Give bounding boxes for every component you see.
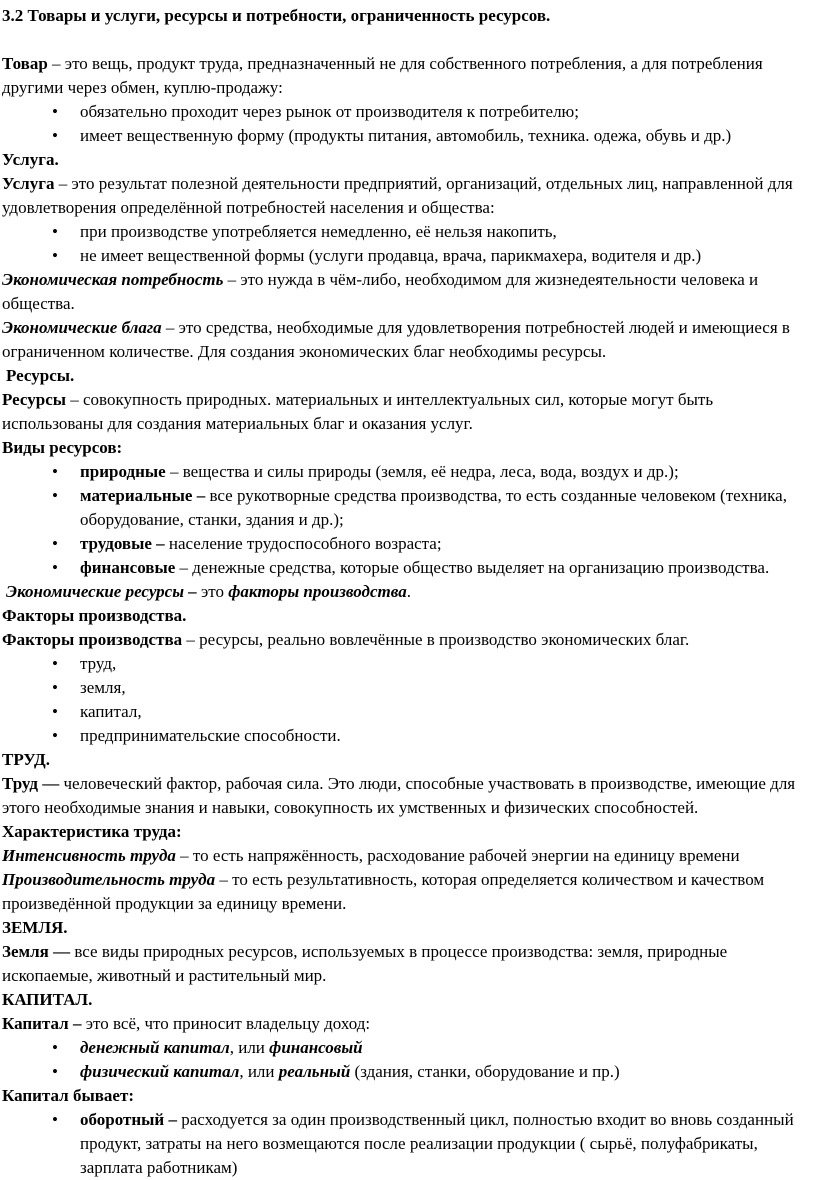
list-item: • капитал,	[2, 700, 798, 724]
kapital-definition: Капитал – это всё, что приносит владельцу доход:	[2, 1014, 371, 1033]
faktory-heading: Факторы производства.	[2, 606, 187, 625]
faktory-list	[2, 652, 798, 748]
usluga-term: Услуга	[2, 174, 55, 193]
list-item: • не имеет вещественной формы (услуги продавца, врача, парикмахера, водителя и др.)	[2, 244, 798, 268]
blaga-definition: Экономические блага – это средства, необходимые для удовлетворения потребностей людей и имеющиеся в ограниченном количестве. Для создания экономических благ необходимы ресурсы.	[2, 318, 790, 361]
list-item: • предпринимательские способности.	[2, 724, 798, 748]
list-item: • труд,	[2, 652, 798, 676]
resursy-definition: Ресурсы – совокупность природных. материальных и интеллектуальных сил, которые могут быть использованы для создания материальных благ и оказания услуг.	[2, 390, 714, 433]
usluga-list	[2, 220, 798, 268]
resursy-heading: Ресурсы.	[6, 366, 75, 385]
tovar-term: Товар	[2, 54, 48, 73]
tovar-list	[2, 100, 798, 148]
intensivnost-definition: Интенсивность труда – то есть напряжённость, расходование рабочей энергии на единицу времени	[2, 846, 740, 865]
section-title: 3.2 Товары и услуги, ресурсы и потребности, ограниченность ресурсов.	[2, 6, 551, 25]
blaga-term: Экономические блага	[2, 318, 162, 337]
resursy-term: Ресурсы	[2, 390, 67, 409]
list-item: • материальные – все рукотворные средства производства, то есть созданные человеком (техника, оборудование, станки, здания и др.);	[2, 484, 798, 532]
kapital-list	[2, 1036, 798, 1084]
trud-heading: ТРУД.	[2, 750, 51, 769]
potrebnost-term: Экономическая потребность	[2, 270, 224, 289]
usluga-definition: Услуга – это результат полезной деятельности предприятий, организаций, отдельных лиц, направленной для удовлетворения определённой потребностей населения и общества:	[2, 174, 793, 217]
vidy-heading: Виды ресурсов:	[2, 438, 123, 457]
list-item: • трудовые – население трудоспособного возраста;	[2, 532, 798, 556]
zemlya-definition: Земля — все виды природных ресурсов, используемых в процессе производства: земля, природные ископаемые, животный и растительный мир.	[2, 942, 728, 985]
zemlya-heading: ЗЕМЛЯ.	[2, 918, 68, 937]
list-item: • природные – вещества и силы природы (земля, её недра, леса, вода, воздух и др.);	[2, 460, 798, 484]
harakteristika-heading: Характеристика труда:	[2, 822, 182, 841]
ek-resursy-line: Экономические ресурсы – это факторы производства.	[6, 582, 411, 601]
list-item: • денежный капитал, или финансовый	[2, 1036, 798, 1060]
kapital-heading: КАПИТАЛ.	[2, 990, 93, 1009]
potrebnost-definition: Экономическая потребность – это нужда в чём-либо, необходимом для жизнедеятельности человека и общества.	[2, 270, 759, 313]
usluga-heading: Услуга.	[2, 150, 59, 169]
list-item: • имеет вещественную форму (продукты питания, автомобиль, техника. одежа, обувь и др.)	[2, 124, 798, 148]
faktory-definition: Факторы производства – ресурсы, реально вовлечённые в производство экономических благ.	[2, 630, 690, 649]
list-item: • земля,	[2, 676, 798, 700]
list-item: • финансовые – денежные средства, которые общество выделяет на организацию производства.	[2, 556, 798, 580]
tovar-definition: Товар – это вещь, продукт труда, предназначенный не для собственного потребления, а для потребления другими через обмен, куплю-продажу:	[2, 54, 763, 97]
trud-definition: Труд — человеческий фактор, рабочая сила. Это люди, способные участвовать в производстве, имеющие для этого необходимые знания и навыки, совокупность их умственных и физических способностей.	[2, 774, 796, 817]
list-item: • при производстве употребляется немедленно, её нельзя накопить,	[2, 220, 798, 244]
kapital-types-list	[2, 1108, 798, 1180]
list-item: • физический капитал, или реальный (здания, станки, оборудование и пр.)	[2, 1060, 798, 1084]
list-item: • обязательно проходит через рынок от производителя к потребителю;	[2, 100, 798, 124]
vidy-list	[2, 460, 798, 580]
proizvoditelnost-definition: Производительность труда – то есть результативность, которая определяется количеством и качеством произведённой продукции за единицу времени.	[2, 870, 765, 913]
kapital-byvaet-heading: Капитал бывает:	[2, 1086, 134, 1105]
list-item: • оборотный – расходуется за один производственный цикл, полностью входит во вновь созданный продукт, затраты на него возмещаются после реализации продукции ( сырьё, полуфабрикаты, зарплата работникам)	[2, 1108, 798, 1180]
